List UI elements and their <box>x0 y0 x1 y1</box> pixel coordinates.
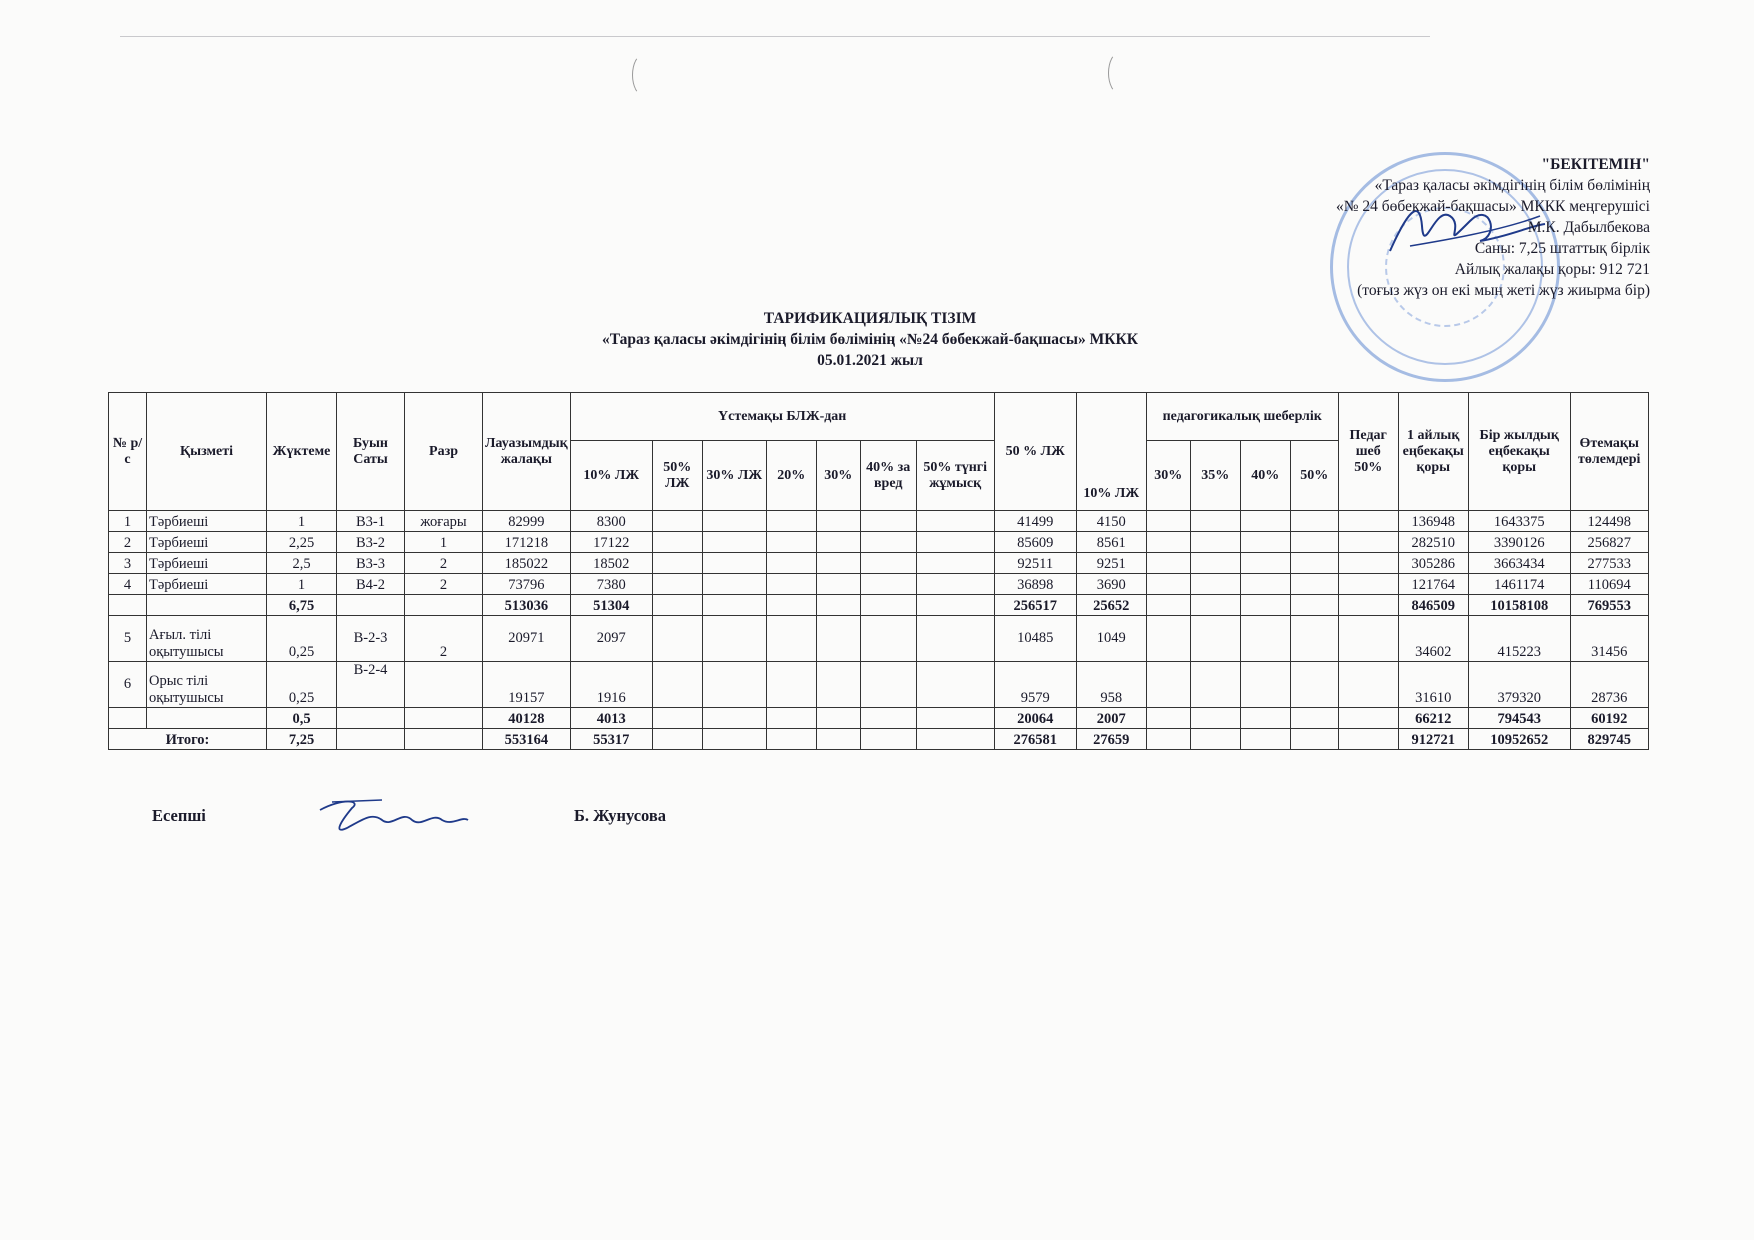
col-pedag: Педаг шеб 50% <box>1338 393 1398 511</box>
cell-load: 1 <box>267 511 337 532</box>
cell-c50: 41499 <box>994 511 1076 532</box>
scan-artifact <box>120 36 1430 37</box>
cell-position: Тәрбиеші <box>147 532 267 553</box>
tariff-table <box>108 392 1649 750</box>
cell-load: 0,25 <box>267 616 337 662</box>
cell-comp: 110694 <box>1570 574 1648 595</box>
approve-line: Айлық жалақы қоры: 912 721 <box>1454 261 1650 278</box>
scan-artifact <box>632 54 655 96</box>
col-ped-group: педагогикалық шеберлік <box>1146 393 1338 441</box>
col-bonus-group: Үстемақы БЛЖ-дан <box>570 393 994 441</box>
cell-annual: 1461174 <box>1468 574 1570 595</box>
approval-block <box>1336 154 1650 301</box>
cell-annual: 1643375 <box>1468 511 1570 532</box>
cell-salary: 82999 <box>483 511 571 532</box>
cell-comp: 277533 <box>1570 553 1648 574</box>
cell-load: 2,25 <box>267 532 337 553</box>
cell-num: 3 <box>109 553 147 574</box>
col-level: Буын Саты <box>337 393 405 511</box>
cell-salary: 513036 <box>483 595 571 616</box>
col-b40: 40% за вред <box>860 441 916 511</box>
col-annual: Бір жылдық еңбекақы қоры <box>1468 393 1570 511</box>
col-salary: Лауазымдық жалақы <box>483 393 571 511</box>
cell-monthly: 912721 <box>1398 729 1468 750</box>
cell-monthly: 305286 <box>1398 553 1468 574</box>
cell-grade: жоғары <box>405 511 483 532</box>
cell-level: В3-2 <box>337 532 405 553</box>
cell-salary: 40128 <box>483 708 571 729</box>
col-position: Қызметі <box>147 393 267 511</box>
cell-c50: 20064 <box>994 708 1076 729</box>
cell-c10: 4150 <box>1076 511 1146 532</box>
document-subtitle: «Тараз қаласы әкімдігінің білім бөлімінің «№24 бөбекжай-бақшасы» МККК <box>601 331 1138 348</box>
cell-comp: 769553 <box>1570 595 1648 616</box>
col-monthly: 1 айлық еңбекақы қоры <box>1398 393 1468 511</box>
cell-annual: 3663434 <box>1468 553 1570 574</box>
cell-comp: 124498 <box>1570 511 1648 532</box>
cell-c50: 85609 <box>994 532 1076 553</box>
cell-grade: 1 <box>405 532 483 553</box>
approve-line: М.К. Дабылбекова <box>1527 219 1650 236</box>
col-b10: 10% ЛЖ <box>570 441 652 511</box>
cell-salary: 20971 <box>483 616 571 662</box>
cell-c10: 25652 <box>1076 595 1146 616</box>
col-grade: Разр <box>405 393 483 511</box>
col-b50n: 50% түнгі жұмысқ <box>916 441 994 511</box>
document-date: 05.01.2021 жыл <box>817 352 923 369</box>
cell-c50: 92511 <box>994 553 1076 574</box>
cell-monthly: 846509 <box>1398 595 1468 616</box>
cell-grade: 2 <box>405 553 483 574</box>
cell-monthly: 136948 <box>1398 511 1468 532</box>
cell-monthly: 282510 <box>1398 532 1468 553</box>
cell-load: 7,25 <box>267 729 337 750</box>
accountant-signature <box>312 790 472 840</box>
cell-c10: 1049 <box>1076 616 1146 662</box>
cell-grade: 2 <box>405 574 483 595</box>
approve-line: (тоғыз жүз он екі мың жеті жүз жиырма бір) <box>1357 282 1650 299</box>
table-row <box>109 553 1649 574</box>
col-c50: 50 % ЛЖ <box>994 393 1076 511</box>
cell-c50: 10485 <box>994 616 1076 662</box>
cell-salary: 73796 <box>483 574 571 595</box>
approve-line: «№ 24 бөбекжай-бақшасы» МККК меңгерушісі <box>1335 198 1650 215</box>
col-b50: 50% ЛЖ <box>652 441 702 511</box>
cell-b10: 2097 <box>570 616 652 662</box>
col-p35: 35% <box>1190 441 1240 511</box>
cell-load: 0,5 <box>267 708 337 729</box>
cell-position: Тәрбиеші <box>147 553 267 574</box>
cell-level: В3-1 <box>337 511 405 532</box>
cell-b10: 17122 <box>570 532 652 553</box>
cell-grade <box>405 662 483 708</box>
cell-b10: 7380 <box>570 574 652 595</box>
cell-annual: 3390126 <box>1468 532 1570 553</box>
col-p50: 50% <box>1290 441 1338 511</box>
cell-comp: 60192 <box>1570 708 1648 729</box>
cell-num: 4 <box>109 574 147 595</box>
approve-line: «Тараз қаласы әкімдігінің білім бөлімінің <box>1374 177 1650 194</box>
col-b30: 30% ЛЖ <box>702 441 766 511</box>
cell-salary: 185022 <box>483 553 571 574</box>
cell-num: 5 <box>109 616 147 662</box>
cell-position: Тәрбиеші <box>147 511 267 532</box>
cell-position: Ағыл. тілі оқытушысы <box>147 616 267 662</box>
table-row <box>109 662 1649 708</box>
cell-b10: 4013 <box>570 708 652 729</box>
cell-c50: 256517 <box>994 595 1076 616</box>
cell-level: В3-3 <box>337 553 405 574</box>
cell-b10: 51304 <box>570 595 652 616</box>
cell-comp: 256827 <box>1570 532 1648 553</box>
total-row <box>109 729 1649 750</box>
cell-annual: 10952652 <box>1468 729 1570 750</box>
accountant-name: Б. Жунусова <box>574 806 667 825</box>
cell-b10: 55317 <box>570 729 652 750</box>
cell-monthly: 34602 <box>1398 616 1468 662</box>
cell-grade: 2 <box>405 616 483 662</box>
cell-annual: 10158108 <box>1468 595 1570 616</box>
cell-c50: 276581 <box>994 729 1076 750</box>
cell-salary: 171218 <box>483 532 571 553</box>
cell-monthly: 31610 <box>1398 662 1468 708</box>
cell-level: В-2-3 <box>337 616 405 662</box>
cell-level: В4-2 <box>337 574 405 595</box>
col-c10: 10% ЛЖ <box>1076 393 1146 511</box>
cell-c10: 27659 <box>1076 729 1146 750</box>
cell-num: 6 <box>109 662 147 708</box>
cell-comp: 31456 <box>1570 616 1648 662</box>
scan-artifact <box>1108 52 1131 94</box>
col-comp: Өтемақы төлемдері <box>1570 393 1648 511</box>
cell-b10: 1916 <box>570 662 652 708</box>
table-row <box>109 574 1649 595</box>
cell-c10: 9251 <box>1076 553 1146 574</box>
cell-level: В-2-4 <box>337 662 405 708</box>
cell-salary: 553164 <box>483 729 571 750</box>
col-p30: 30% <box>1146 441 1190 511</box>
cell-annual: 379320 <box>1468 662 1570 708</box>
cell-load: 2,5 <box>267 553 337 574</box>
accountant-role: Есепші <box>152 806 206 825</box>
cell-c10: 2007 <box>1076 708 1146 729</box>
document-title: ТАРИФИКАЦИЯЛЫҚ ТІЗІМ <box>763 310 977 327</box>
cell-monthly: 121764 <box>1398 574 1468 595</box>
cell-comp: 829745 <box>1570 729 1648 750</box>
document-title-block <box>0 308 1740 371</box>
table-row <box>109 616 1649 662</box>
cell-comp: 28736 <box>1570 662 1648 708</box>
total-label: Итого: <box>109 729 267 750</box>
table-row <box>109 532 1649 553</box>
cell-num: 2 <box>109 532 147 553</box>
col-num: № р/с <box>109 393 147 511</box>
cell-monthly: 66212 <box>1398 708 1468 729</box>
table-row <box>109 511 1649 532</box>
cell-num: 1 <box>109 511 147 532</box>
col-b30b: 30% <box>816 441 860 511</box>
cell-annual: 415223 <box>1468 616 1570 662</box>
cell-c50: 36898 <box>994 574 1076 595</box>
cell-load: 1 <box>267 574 337 595</box>
cell-c10: 958 <box>1076 662 1146 708</box>
cell-position: Орыс тілі оқытушысы <box>147 662 267 708</box>
cell-load: 6,75 <box>267 595 337 616</box>
col-b20: 20% <box>766 441 816 511</box>
col-load: Жүктеме <box>267 393 337 511</box>
approve-heading: "БЕКІТЕМІН" <box>1541 156 1650 173</box>
cell-salary: 19157 <box>483 662 571 708</box>
cell-load: 0,25 <box>267 662 337 708</box>
col-p40: 40% <box>1240 441 1290 511</box>
cell-c10: 8561 <box>1076 532 1146 553</box>
cell-c50: 9579 <box>994 662 1076 708</box>
cell-position: Тәрбиеші <box>147 574 267 595</box>
subtotal-row <box>109 708 1649 729</box>
cell-c10: 3690 <box>1076 574 1146 595</box>
approve-line: Саны: 7,25 штаттық бірлік <box>1474 240 1650 257</box>
cell-b10: 8300 <box>570 511 652 532</box>
cell-b10: 18502 <box>570 553 652 574</box>
cell-annual: 794543 <box>1468 708 1570 729</box>
subtotal-row <box>109 595 1649 616</box>
